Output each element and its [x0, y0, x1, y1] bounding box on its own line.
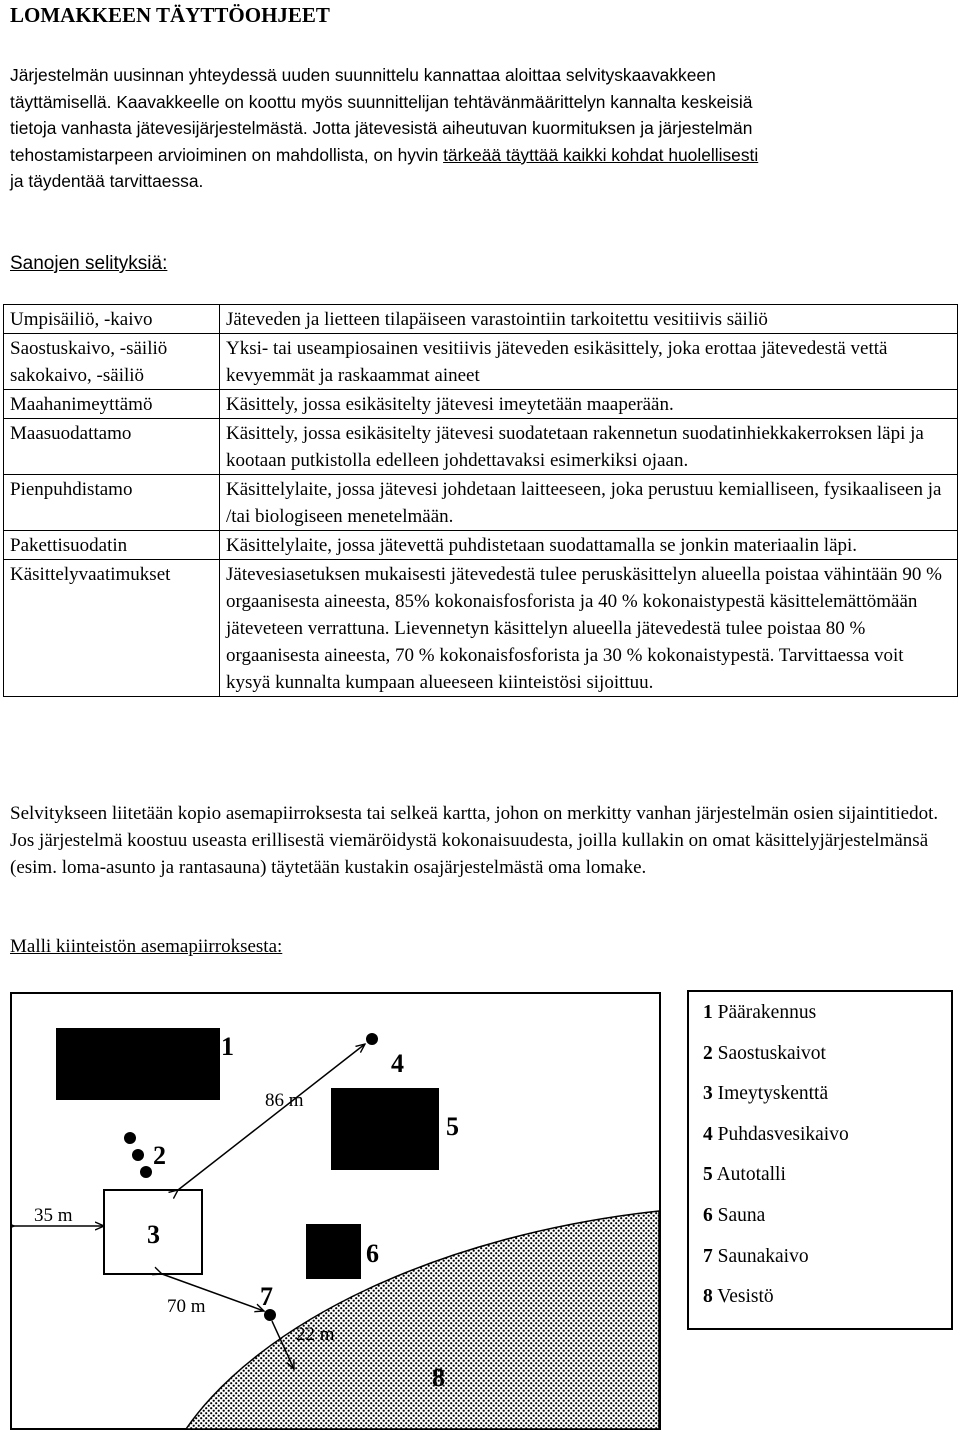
distance-label-35m: 35 m — [34, 1205, 73, 1226]
glossary-table — [3, 304, 958, 697]
intro-line — [10, 142, 948, 169]
intro-emphasis: tärkeää täyttää kaikki kohdat huolellisesti — [443, 144, 759, 165]
glossary-definition: Käsittelylaite, jossa jätevesi johdetaan laitteeseen, joka perustuu kemialliseen, fysikaaliseen ja /tai biologiseen menetelmään. — [220, 475, 958, 531]
glossary-term-line: sakokaivo, -säiliö — [10, 365, 145, 386]
legend-number: 4 — [703, 1124, 713, 1145]
map-label-2: 2 — [153, 1141, 166, 1170]
sauna — [306, 1224, 361, 1279]
glossary-definition: Jätevesiasetuksen mukaisesti jätevedestä tulee peruskäsittelyn alueella poistaa vähintään 90 % orgaanisesta aineesta, 85% kokonaisfosforista ja 40 % kokonaistypestä käsittelemättömään jäteveteen verrattuna. Lievennetyn käsittelyn alueella jätevedestä tulee poistaa 80 % orgaanisesta aineesta, 70 % kokonaisfosforista ja 30 % kokonaistypestä. Tarvittaessa voit kysyä kunnalta kumpaan alueeseen kiinteistösi sijoittuu. — [220, 560, 958, 697]
glossary-row — [4, 390, 958, 419]
map-label-1: 1 — [221, 1032, 234, 1061]
page-title: LOMAKKEEN TÄYTTÖOHJEET — [10, 3, 330, 27]
legend-item — [703, 1246, 809, 1268]
map-label-8: 8 — [432, 1363, 445, 1392]
intro-line: tietoja vanhasta jätevesijärjestelmästä. Jotta jätevesistä aiheutuvan kuormituksen ja järjestelmän — [10, 118, 753, 139]
septic-tank — [124, 1132, 136, 1144]
glossary-term: Pakettisuodatin — [4, 531, 220, 560]
glossary-term — [4, 334, 220, 390]
legend-label: Sauna — [717, 1205, 766, 1226]
glossary-term: Maahanimeyttämö — [4, 390, 220, 419]
legend-number: 1 — [703, 1002, 713, 1023]
attachment-text: Selvitykseen liitetään kopio asemapiirroksesta tai selkeä kartta, johon on merkitty vanhan järjestelmän osien sijaintitiedot. Jos järjestelmä koostuu useasta erillisestä viemäröidystä kokonaisuudesta, joilla kullakin on omat käsittelyjärjestelmänsä (esim. loma-asunto ja rantasauna) täytetään kustakin osajärjestelmästä oma lomake. — [10, 803, 939, 879]
glossary-term-line: Saostuskaivo, -säiliö — [10, 338, 168, 359]
septic-tank — [140, 1166, 152, 1178]
attachment-paragraph — [10, 800, 950, 882]
glossary-definition: Käsittelylaite, jossa jätevettä puhdistetaan suodattamalla se jonkin materiaalin läpi. — [220, 531, 958, 560]
distance-label-86m: 86 m — [265, 1090, 304, 1111]
intro-text: tehostamistarpeen arvioiminen on mahdollista, on hyvin — [10, 144, 444, 165]
site-plan-map — [10, 992, 661, 1430]
glossary-term: Umpisäiliö, -kaivo — [4, 305, 220, 334]
legend-label: Autotalli — [716, 1164, 786, 1185]
glossary-definition: Käsittely, jossa esikäsitelty jätevesi suodatetaan rakennetun suodatinhiekkakerroksen läpi ja kootaan putkistolla edelleen johdettavaksi esimerkiksi ojaan. — [220, 419, 958, 475]
sample-map-heading: Malli kiinteistön asemapiirroksesta: — [10, 936, 283, 957]
septic-tank — [132, 1149, 144, 1161]
intro-line: täyttämisellä. Kaavakkeelle on koottu myös suunnittelijan tehtävänmäärittelyn kannalta keskeisiä — [10, 91, 753, 112]
map-label-5: 5 — [446, 1112, 459, 1141]
legend-item — [703, 1124, 849, 1146]
glossary-term: Pienpuhdistamo — [4, 475, 220, 531]
glossary-term: Käsittelyvaatimukset — [4, 560, 220, 697]
legend-number: 5 — [703, 1164, 713, 1185]
legend-number: 7 — [703, 1246, 713, 1267]
clean-water-well — [366, 1033, 378, 1045]
legend-label: Päärakennus — [717, 1002, 817, 1023]
glossary-row — [4, 305, 958, 334]
legend-label: Puhdasvesikaivo — [717, 1124, 849, 1145]
legend-label: Vesistö — [717, 1286, 774, 1307]
glossary-heading: Sanojen selityksiä: — [10, 253, 168, 274]
glossary-row — [4, 334, 958, 390]
map-label-7: 7 — [260, 1282, 273, 1311]
glossary-definition: Käsittely, jossa esikäsitelty jätevesi imeytetään maaperään. — [220, 390, 958, 419]
legend-item — [703, 1043, 826, 1065]
distance-label-70m: 70 m — [167, 1296, 206, 1317]
legend-item — [703, 1002, 816, 1024]
map-label-4: 4 — [391, 1049, 404, 1078]
legend-label: Saunakaivo — [717, 1246, 809, 1267]
intro-line: ja täydentää tarvittaessa. — [10, 171, 204, 192]
map-legend — [687, 990, 953, 1330]
legend-number: 8 — [703, 1286, 713, 1307]
glossary-definition: Jäteveden ja lietteen tilapäiseen varastointiin tarkoitettu vesitiivis säiliö — [220, 305, 958, 334]
legend-number: 6 — [703, 1205, 713, 1226]
intro-paragraph — [10, 62, 948, 195]
intro-line: Järjestelmän uusinnan yhteydessä uuden suunnittelu kannattaa aloittaa selvityskaavakkeen — [10, 65, 716, 85]
glossary-row — [4, 531, 958, 560]
main-building — [56, 1028, 220, 1100]
legend-item — [703, 1083, 828, 1105]
glossary-term: Maasuodattamo — [4, 419, 220, 475]
legend-item — [703, 1286, 774, 1308]
garage — [331, 1088, 439, 1170]
legend-label: Saostuskaivot — [717, 1043, 826, 1064]
map-label-3: 3 — [147, 1220, 160, 1249]
legend-label: Imeytyskenttä — [717, 1083, 829, 1104]
map-label-6: 6 — [366, 1239, 379, 1268]
legend-item — [703, 1164, 786, 1186]
legend-number: 3 — [703, 1083, 713, 1104]
distance-label-22m: 22 m — [296, 1324, 335, 1345]
glossary-row — [4, 419, 958, 475]
glossary-row — [4, 560, 958, 697]
legend-item — [703, 1205, 765, 1227]
legend-number: 2 — [703, 1043, 713, 1064]
glossary-row — [4, 475, 958, 531]
glossary-definition: Yksi- tai useampiosainen vesitiivis jäteveden esikäsittely, joka erottaa jätevedestä vettä kevyemmät ja raskaammat aineet — [220, 334, 958, 390]
